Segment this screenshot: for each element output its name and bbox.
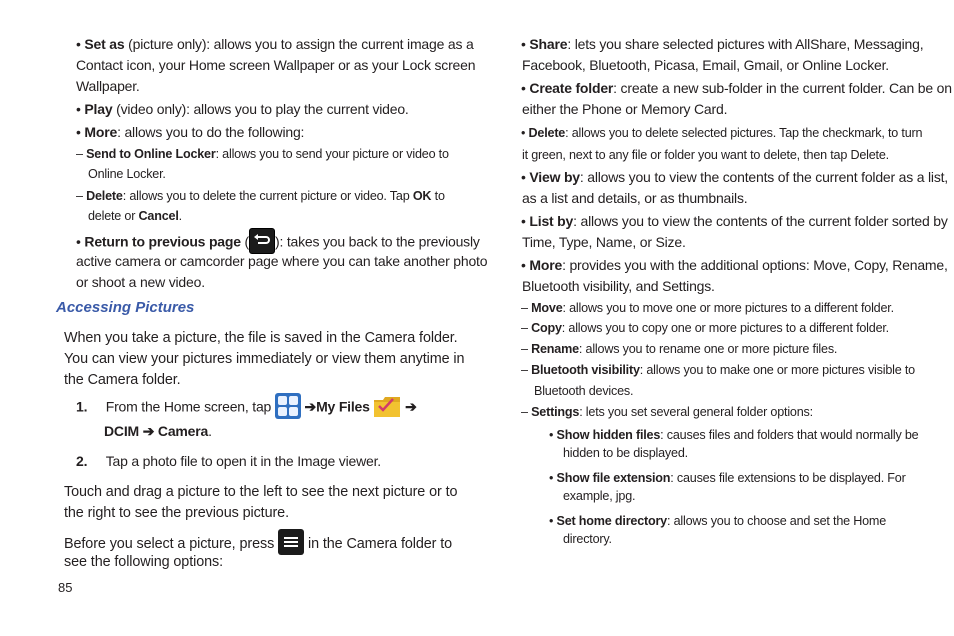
return-line1: • Return to previous page ( ): takes you back to the previously — [76, 230, 480, 256]
create-folder-line2: either the Phone or Memory Card. — [522, 101, 728, 117]
share-line1: • Share: lets you share selected pictures with AllShare, Messaging, — [521, 36, 924, 52]
more-r-line1: • More: provides you with the additional options: Move, Copy, Rename, — [521, 257, 948, 273]
bluetooth-line1: – Bluetooth visibility: allows you to make one or more pictures visible to — [521, 363, 915, 377]
more-r-line2: Bluetooth visibility, and Settings. — [522, 278, 715, 294]
play-item: • Play (video only): allows you to play the current video. — [76, 101, 409, 117]
delete-line2: delete or Cancel. — [88, 209, 182, 223]
set-as-line2: Contact icon, your Home screen Wallpaper or as your Lock screen — [76, 57, 476, 73]
list-by-line1: • List by: allows you to view the contents of the current folder sorted by — [521, 213, 948, 229]
set-as-line3: Wallpaper. — [76, 78, 140, 94]
delete-r-line1: • Delete: allows you to delete selected pictures. Tap the checkmark, to turn — [521, 126, 923, 140]
step1-line1: 1. From the Home screen, tap ➔My Files ➔ — [76, 395, 417, 421]
my-files-folder-icon — [373, 394, 401, 416]
intro-line1: When you take a picture, the file is saved in the Camera folder. — [64, 330, 458, 346]
section-heading: Accessing Pictures — [56, 299, 195, 316]
set-home-line1: • Set home directory: allows you to choose and set the Home — [549, 514, 887, 528]
settings-item: – Settings: lets you set several general folder options: — [521, 405, 813, 419]
return-line2: active camera or camcorder page where you can take another photo — [76, 253, 488, 269]
bluetooth-line2: Bluetooth devices. — [534, 384, 634, 398]
set-as-line1: • Set as (picture only): allows you to assign the current image as a — [76, 36, 474, 52]
view-by-line1: • View by: allows you to view the contents of the current folder as a list, — [521, 169, 948, 185]
delete-r-line2: it green, next to any file or folder you want to delete, then tap Delete. — [522, 148, 889, 162]
menu-key-icon — [278, 529, 304, 555]
more-item: • More: allows you to do the following: — [76, 124, 305, 140]
intro-line3: the Camera folder. — [64, 372, 181, 388]
rename-item: – Rename: allows you to rename one or more picture files. — [521, 342, 838, 356]
before-line2: see the following options: — [64, 554, 223, 570]
view-by-line2: as a list and details, or as thumbnails. — [522, 190, 748, 206]
show-hidden-line2: hidden to be displayed. — [563, 446, 688, 460]
copy-item: – Copy: allows you to copy one or more pictures to a different folder. — [521, 321, 889, 335]
create-folder-line1: • Create folder: create a new sub-folder in the current folder. Can be on — [521, 80, 952, 96]
applications-icon — [275, 393, 301, 419]
touch-line1: Touch and drag a picture to the left to see the next picture or to — [64, 484, 458, 500]
share-line2: Facebook, Bluetooth, Picasa, Email, Gmail, or Online Locker. — [522, 57, 889, 73]
before-line1: Before you select a picture, press in the Camera folder to — [64, 531, 452, 557]
send-locker-line1: – Send to Online Locker: allows you to send your picture or video to — [76, 147, 449, 161]
show-ext-line1: • Show file extension: causes file extensions to be displayed. For — [549, 471, 906, 485]
step1-line2: DCIM ➔ Camera. — [104, 423, 212, 439]
show-ext-line2: example, jpg. — [563, 489, 636, 503]
set-home-line2: directory. — [563, 532, 612, 546]
show-hidden-line1: • Show hidden files: causes files and folders that would normally be — [549, 428, 919, 442]
send-locker-line2: Online Locker. — [88, 167, 166, 181]
intro-line2: You can view your pictures immediately or view them anytime in — [64, 351, 465, 367]
step2: 2. Tap a photo file to open it in the Image viewer. — [76, 453, 381, 469]
list-by-line2: Time, Type, Name, or Size. — [522, 234, 686, 250]
move-item: – Move: allows you to move one or more pictures to a different folder. — [521, 301, 894, 315]
page-number: 85 — [58, 580, 73, 595]
delete-line1: – Delete: allows you to delete the current picture or video. Tap OK to — [76, 189, 445, 203]
return-line3: or shoot a new video. — [76, 274, 205, 290]
touch-line2: the right to see the previous picture. — [64, 505, 289, 521]
